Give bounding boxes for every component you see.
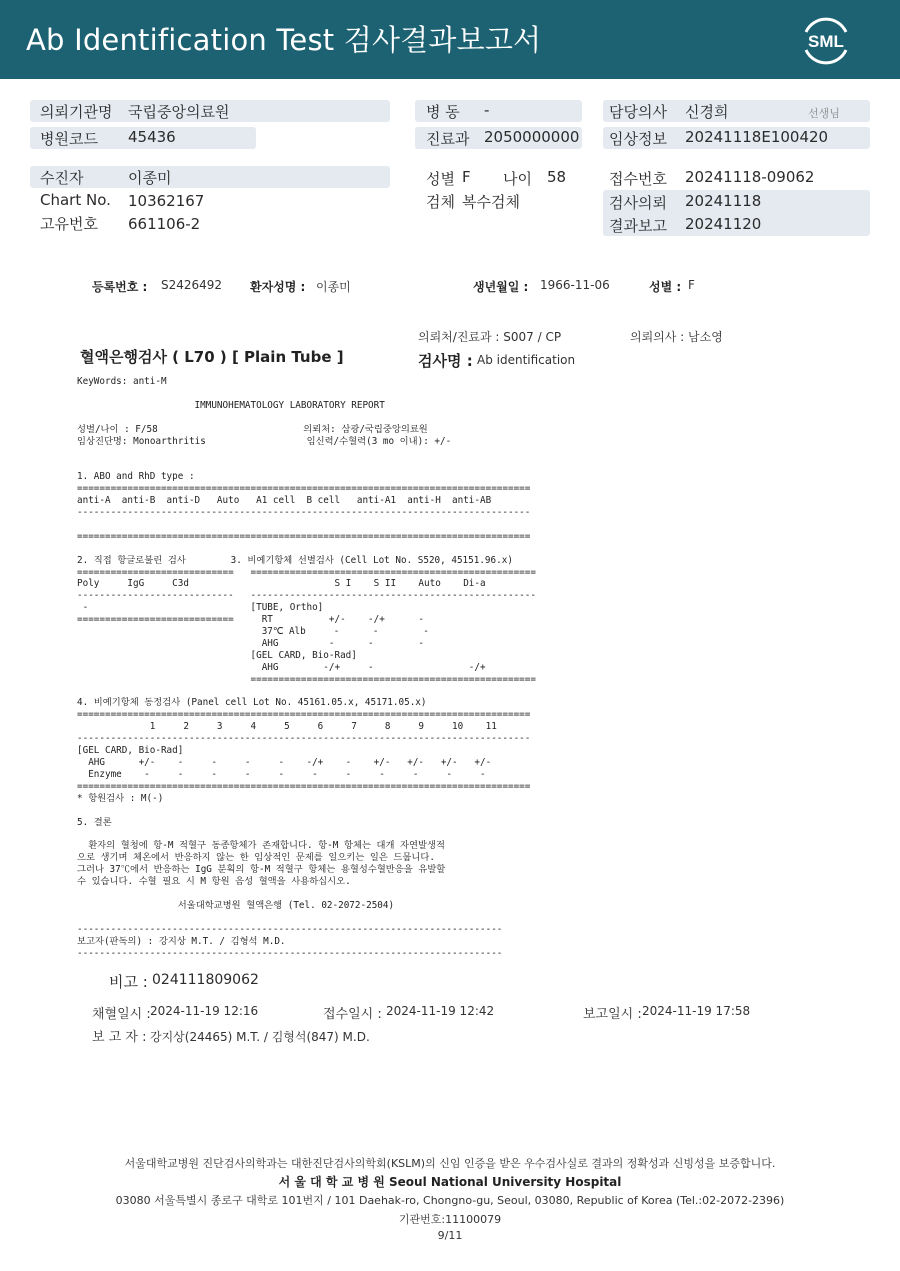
report-title: Ab Identification Test 검사결과보고서 (26, 23, 542, 57)
request-value: 20241118 (685, 192, 762, 210)
org-label: 의뢰기관명 (40, 103, 113, 121)
chart-label: Chart No. (40, 191, 111, 209)
reg-label: 등록번호 : (92, 280, 148, 294)
org-value: 국립중앙의료원 (128, 103, 230, 121)
request-label: 검사의뢰 (609, 194, 667, 212)
report-date-label: 결과보고 (609, 217, 667, 235)
page-number: 9/11 (437, 1229, 463, 1242)
report-time-label: 보고일시 : (583, 1007, 642, 1022)
doctor-label: 담당의사 (609, 103, 667, 121)
receive-label: 접수일시 : (323, 1007, 382, 1022)
uid-value: 661106-2 (128, 215, 201, 233)
patient-label: 수진자 (40, 169, 84, 187)
chart-value: 10362167 (128, 192, 205, 210)
pill-patient (30, 166, 390, 188)
footer-address: 03080 서울특별시 종로구 대학로 101번지 / 101 Daehak-ro, Chongno-gu, Seoul, 03080, Republic of Korea (Tel.:02-2072-2396) (115, 1194, 785, 1207)
name-label: 환자성명 : (250, 280, 306, 294)
sml-logo (798, 12, 854, 68)
clinic-value: 20241118E100420 (685, 128, 829, 146)
ref-doctor: 의뢰의사 : 남소영 (630, 330, 723, 344)
reporter-label: 보 고 자 : (92, 1030, 147, 1045)
reg-value: S2426492 (161, 278, 223, 292)
dob-label: 생년월일 : (473, 280, 529, 294)
ward-label: 병 동 (426, 103, 460, 121)
dept-label: 진료과 (426, 130, 470, 148)
sub-sex-value: F (688, 278, 695, 292)
test-name: Ab identification (477, 353, 576, 367)
sex-value: F (462, 168, 471, 186)
reporter-value: 강지상(24465) M.T. / 김형석(847) M.D. (150, 1030, 370, 1044)
test-name-label: 검사명 : (418, 352, 473, 370)
footer-accreditation: 서울대학교병원 진단검사의학과는 대한진단검사의학회(KSLM)의 신임 인증을 받은 우수검사실로 결과의 정확성과 신빙성을 보증합니다. (124, 1157, 776, 1170)
receive-value: 2024-11-19 12:42 (386, 1004, 495, 1018)
specimen-value: 복수검체 (462, 193, 520, 211)
doctor-value: 신경희 (685, 103, 729, 121)
test-group: 혈액은행검사 ( L70 ) [ Plain Tube ] (80, 348, 344, 366)
footer-hospital: 서 울 대 학 교 병 원 Seoul National University Hospital (278, 1175, 622, 1189)
report-date-value: 20241120 (685, 215, 762, 233)
doctor-suffix: 선생님 (808, 107, 840, 120)
age-label: 나이 (503, 170, 532, 188)
note-label: 비고 : (109, 973, 148, 991)
clinic-label: 임상정보 (609, 130, 667, 148)
svg-text:SML: SML (808, 32, 844, 51)
footer-agency: 기관번호:11100079 (398, 1213, 502, 1226)
lab-report-text: KeyWords: anti-M IMMUNOHEMATOLOGY LABORATORY REPORT 성별/나이 : F/58 의뢰처: 삼광/국립중앙의료원 임상진단명: Monoarthritis 임신력/수혈력(3 mo 이내): +/- 1. ABO and RhD type : ================================================================================= anti-A anti-B anti-D Auto A1 cell B cell anti-A1 anti-H anti-AB --------------------------------------------------------------------------------- ================================================================================= 2. 직접 항글로불린 검사 3. 비예기항체 선별검사 (Cell Lot No. S520, 45151.96.x) ============================ =================================================== Poly IgG C3d S I S II Auto Di-a ---------------------------- --------------------------------------------------- - [TUBE, Ortho] ============================ RT +/- -/+ - 37℃ Alb - - - AHG - - - [GEL CARD, Bio-Rad] AHG -/+ - -/+ =================================================== 4. 비예기항체 동정검사 (Panel cell Lot No. 45161.05.x, 45171.05.x) ================================================================================= 1 2 3 4 5 6 7 8 9 10 11 --------------------------------------------------------------------------------- [GEL CARD, Bio-Rad] AHG +/- - - - - -/+ - +/- +/- +/- +/- Enzyme - - - - - - - - - - - ================================================================================= * 항원검사 : M(-) 5. 결론 환자의 혈청에 항-M 적혈구 동종항체가 존재합니다. 항-M 항체는 대개 자연발생적 으로 생기며 체온에서 반응하지 않는 한 임상적인 문제를 일으키는 일은 드뭅니다. 그러나 37℃에서 반응하는 IgG 분획의 항-M 적혈구 항체는 용혈성수혈반응을 유발할 수 있습니다. 수혈 필요 시 M 항원 음성 혈액을 사용하십시오. 서울대학교병원 혈액은행 (Tel. 02-2072-2504) ---------------------------------------------------------------------------- 보고자(판독의) : 강지상 M.T. / 김형석 M.D. ---------------------------------------------------------------------------- (77, 376, 536, 959)
receipt-label: 접수번호 (609, 170, 667, 188)
sex-label: 성별 (426, 170, 455, 188)
referral: 의뢰처/진료과 : S007 / CP (418, 330, 562, 344)
collect-label: 채혈일시 : (92, 1007, 151, 1022)
ward-value: - (484, 101, 490, 119)
name-value: 이종미 (316, 280, 351, 294)
age-value: 58 (547, 168, 567, 186)
note-value: 024111809062 (152, 972, 259, 988)
report-time-value: 2024-11-19 17:58 (642, 1004, 751, 1018)
dept-value: 2050000000 (484, 128, 580, 146)
sub-sex-label: 성별 : (649, 280, 682, 294)
code-value: 45436 (128, 128, 176, 146)
code-label: 병원코드 (40, 130, 98, 148)
header-bar (0, 0, 900, 79)
specimen-label: 검체 (426, 193, 455, 211)
collect-value: 2024-11-19 12:16 (150, 1004, 259, 1018)
dob-value: 1966-11-06 (540, 278, 610, 292)
receipt-value: 20241118-09062 (685, 168, 815, 186)
patient-value: 이종미 (128, 169, 172, 187)
uid-label: 고유번호 (40, 215, 98, 233)
